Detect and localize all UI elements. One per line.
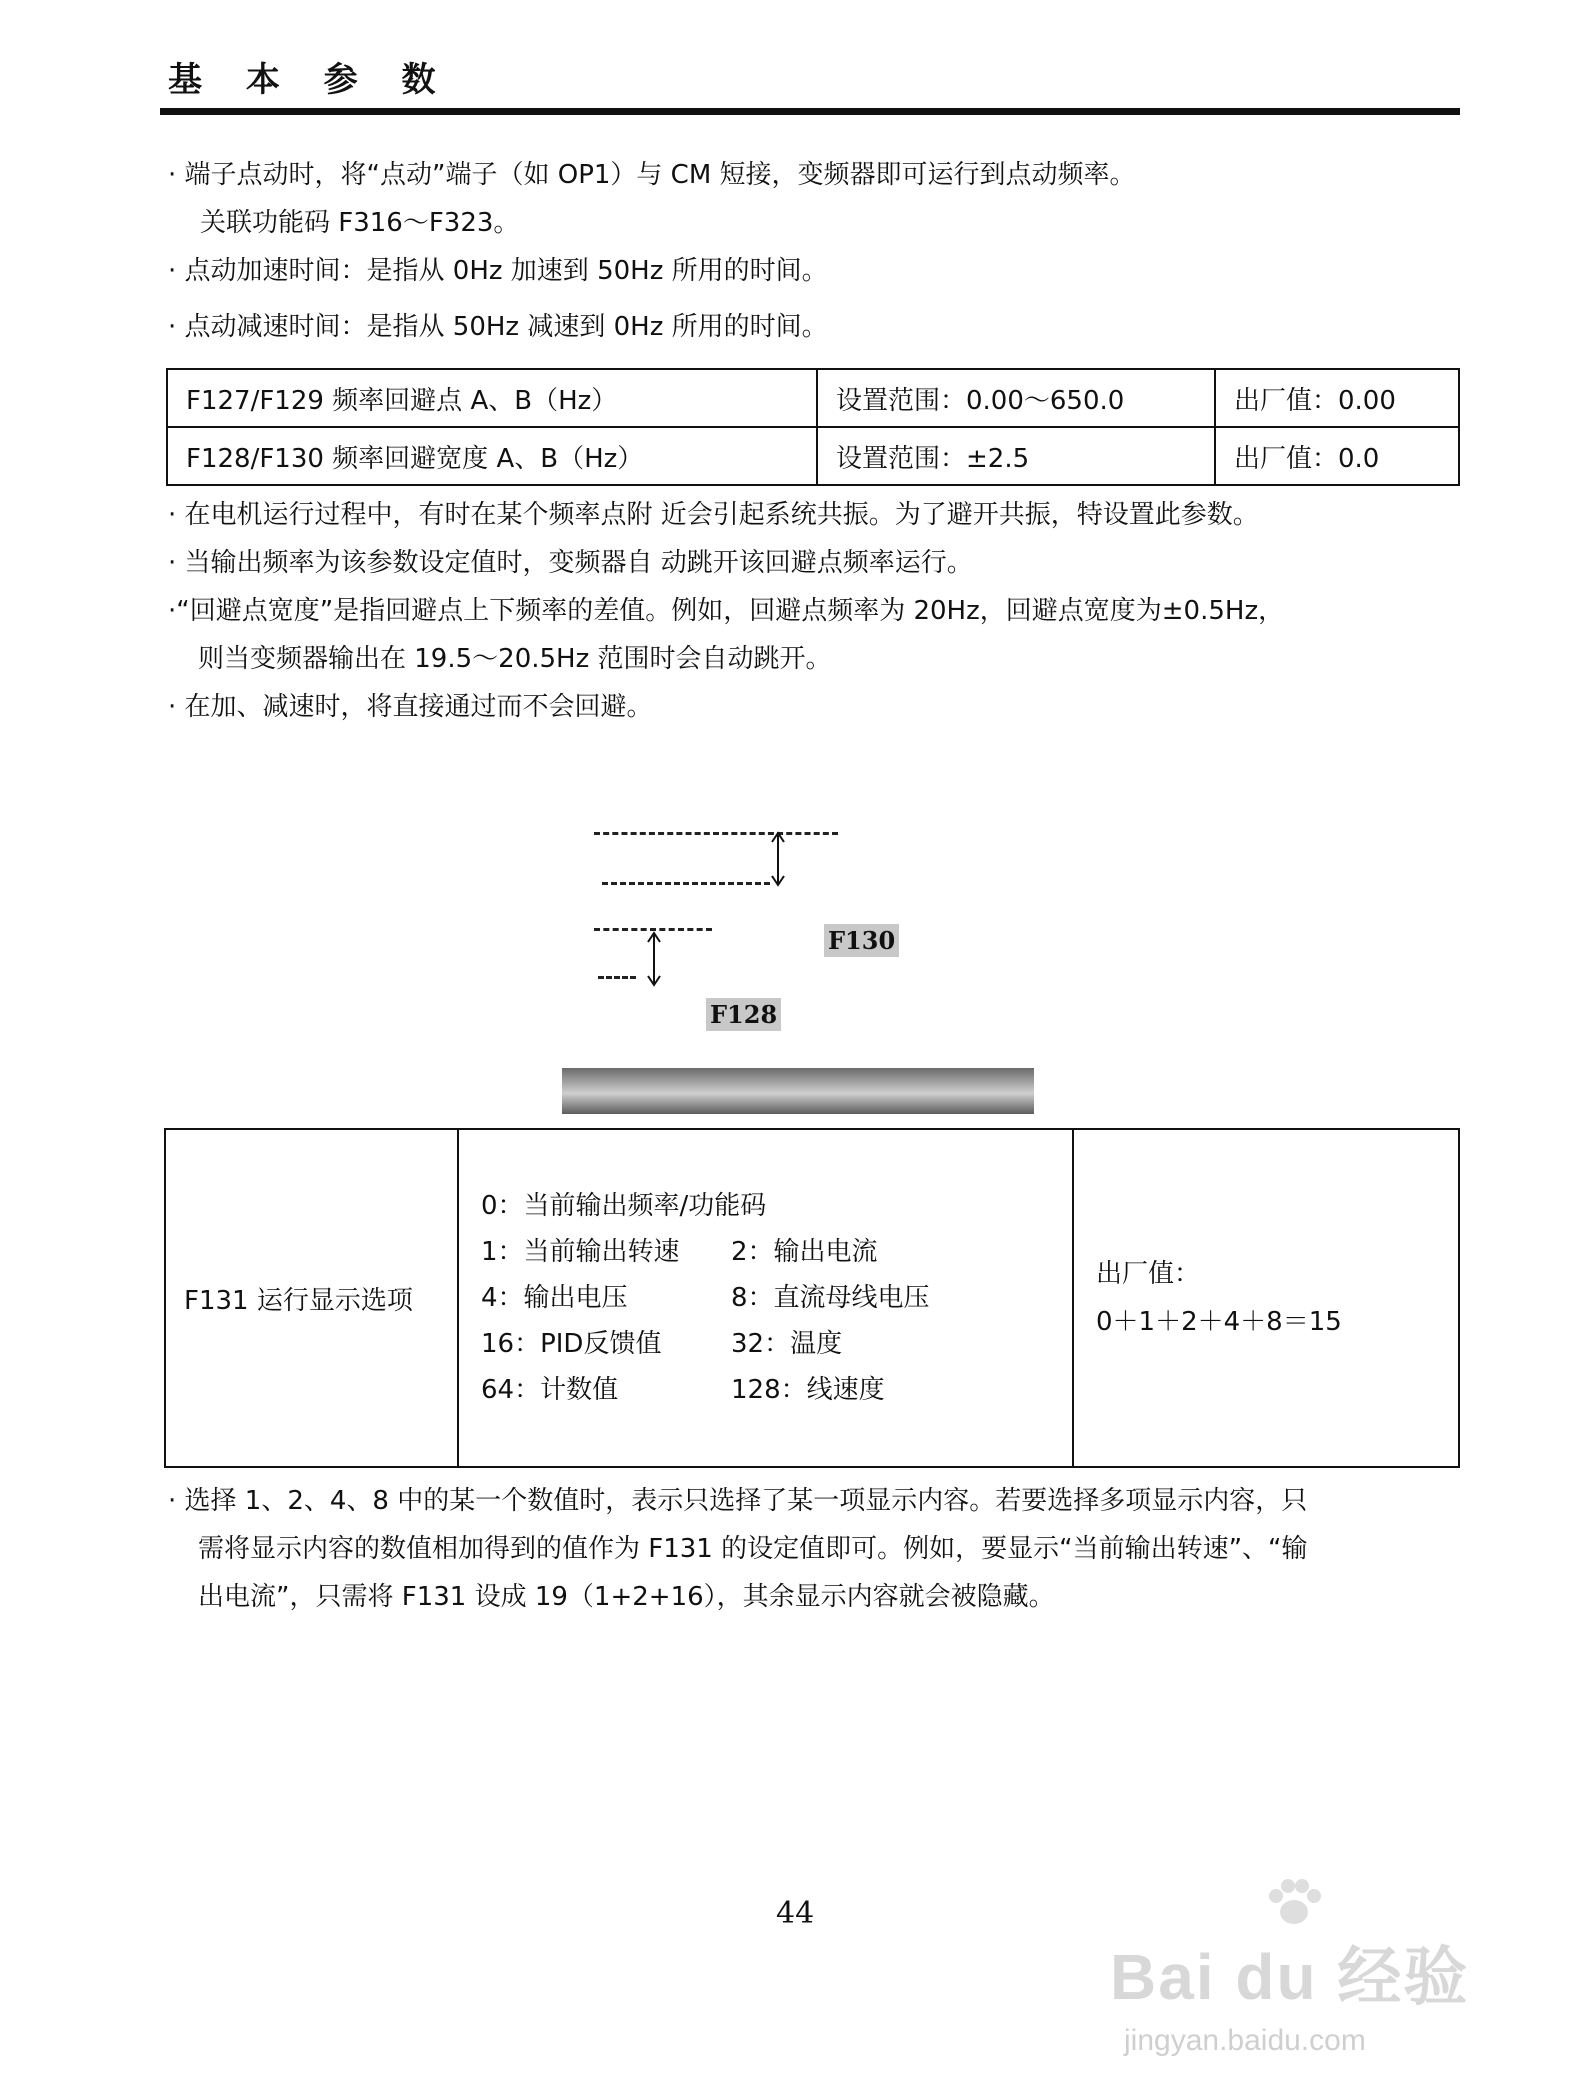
diagram-lower-lower-line xyxy=(598,976,636,979)
option-value: 8：直流母线电压 xyxy=(731,1283,930,1313)
bullet-accel-decel: · 在加、减速时，将直接通过而不会回避。 xyxy=(168,692,653,722)
option-value: 4：输出电压 xyxy=(481,1283,628,1313)
param-default-cell: 出厂值：0.00 xyxy=(1215,369,1459,427)
diagram-width-arrow-upper xyxy=(766,830,790,888)
option-value: 32：温度 xyxy=(731,1329,843,1359)
option-value: 16：PID反馈值 xyxy=(481,1329,662,1359)
text-related-codes: 关联功能码 F316～F323。 xyxy=(200,208,520,238)
f131-options-cell xyxy=(458,1129,1073,1467)
diagram-width-arrow-lower xyxy=(642,930,666,988)
watermark-url: jingyan.baidu.com xyxy=(1124,2024,1366,2057)
table-row xyxy=(167,369,1459,427)
param-range-cell: 设置范围：0.00～650.0 xyxy=(817,369,1215,427)
option-line xyxy=(481,1183,1071,1229)
f131-default-label: 出厂值： xyxy=(1096,1259,1201,1289)
paw-icon xyxy=(1262,1878,1326,1930)
param-default-cell: 出厂值：0.0 xyxy=(1215,427,1459,485)
option-value: 1：当前输出转速 xyxy=(481,1237,680,1267)
option-value: 2：输出电流 xyxy=(731,1237,878,1267)
diagram-label-f130: F130 xyxy=(824,924,899,957)
option-line xyxy=(481,1275,1071,1321)
diagram-label-f128: F128 xyxy=(706,998,781,1031)
bullet-jog-decel: · 点动减速时间：是指从 50Hz 减速到 0Hz 所用的时间。 xyxy=(168,312,828,342)
option-line xyxy=(481,1321,1071,1367)
header-rule xyxy=(160,108,1460,115)
bullet-resonance: · 在电机运行过程中，有时在某个频率点附 近会引起系统共振。为了避开共振，特设置此参数。 xyxy=(168,500,1259,530)
table-row xyxy=(165,1129,1459,1467)
diagram-caption-bar xyxy=(562,1068,1034,1114)
bullet-avoid-width: ·“回避点宽度”是指回避点上下频率的差值。例如，回避点频率为 20Hz，回避点宽度为±0.5Hz， xyxy=(168,596,1285,626)
f131-table xyxy=(164,1128,1460,1468)
param-code-cell: F128/F130 频率回避宽度 A、B（Hz） xyxy=(167,427,817,485)
closing-bullet: · 选择 1、2、4、8 中的某一个数值时，表示只选择了某一项显示内容。若要选择多项显示内容，只 xyxy=(168,1486,1308,1516)
option-value: 0：当前输出频率/功能码 xyxy=(481,1191,767,1221)
f131-default-cell xyxy=(1073,1129,1459,1467)
bullet-jog-terminal: · 端子点动时，将“点动”端子（如 OP1）与 CM 短接，变频器即可运行到点动频率。 xyxy=(168,160,1136,190)
watermark-brand: Bai du 经验 xyxy=(1110,1941,1470,2013)
diagram-upper-line xyxy=(594,832,838,835)
param-table xyxy=(166,368,1460,486)
option-value: 128：线速度 xyxy=(731,1375,885,1405)
closing-text-line: 需将显示内容的数值相加得到的值作为 F131 的设定值即可。例如，要显示“当前输出转速”、“输 xyxy=(198,1534,1308,1564)
bullet-jog-accel: · 点动加速时间：是指从 0Hz 加速到 50Hz 所用的时间。 xyxy=(168,256,828,286)
bullet-skip-frequency: · 当输出频率为该参数设定值时，变频器自 动跳开该回避点频率运行。 xyxy=(168,548,973,578)
closing-text-line: 出电流”，只需将 F131 设成 19（1+2+16），其余显示内容就会被隐藏。 xyxy=(198,1582,1055,1612)
diagram-upper-lower-line xyxy=(602,882,770,885)
option-line xyxy=(481,1229,1071,1275)
option-value: 64：计数值 xyxy=(481,1375,619,1405)
table-row xyxy=(167,427,1459,485)
page-header-title: 基 本 参 数 xyxy=(168,60,452,100)
option-line xyxy=(481,1367,1071,1413)
param-range-cell: 设置范围：±2.5 xyxy=(817,427,1215,485)
f131-name-cell: F131 运行显示选项 xyxy=(165,1129,458,1467)
param-code-cell: F127/F129 频率回避点 A、B（Hz） xyxy=(167,369,817,427)
page-number: 44 xyxy=(776,1896,815,1931)
text-avoid-example: 则当变频器输出在 19.5～20.5Hz 范围时会自动跳开。 xyxy=(198,644,832,674)
f131-default-value: 0＋1＋2＋4＋8＝15 xyxy=(1096,1307,1342,1337)
